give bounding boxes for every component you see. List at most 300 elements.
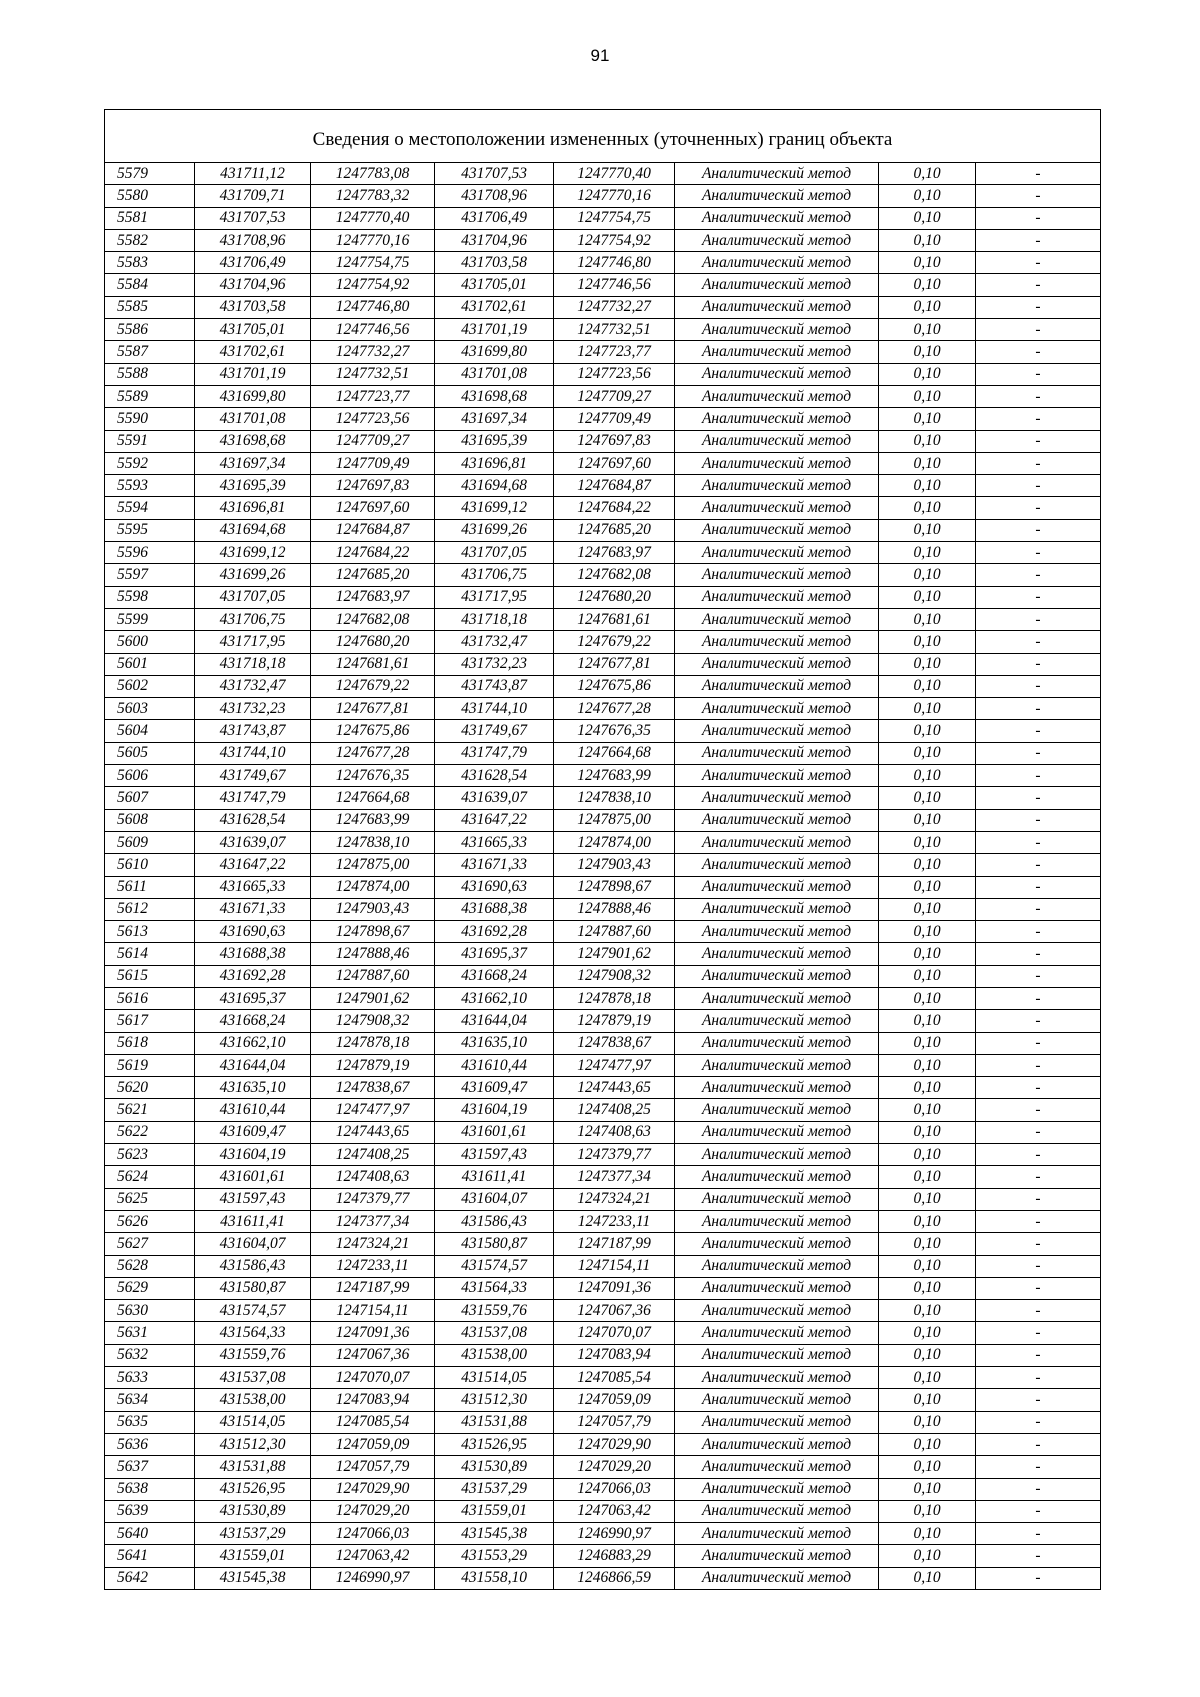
cell-x-new: 431697,34 — [435, 408, 554, 430]
cell-note: - — [976, 319, 1101, 341]
cell-method: Аналитический метод — [675, 1188, 879, 1210]
cell-method: Аналитический метод — [675, 965, 879, 987]
cell-accuracy: 0,10 — [879, 1322, 976, 1344]
cell-y-new: 1247085,54 — [554, 1367, 675, 1389]
cell-x-old: 431514,05 — [195, 1411, 311, 1433]
cell-point-number: 5621 — [105, 1099, 195, 1121]
cell-x-new: 431696,81 — [435, 452, 554, 474]
cell-x-old: 431690,63 — [195, 921, 311, 943]
cell-x-new: 431706,75 — [435, 564, 554, 586]
cell-note: - — [976, 1322, 1101, 1344]
cell-x-new: 431743,87 — [435, 675, 554, 697]
cell-note: - — [976, 475, 1101, 497]
cell-y-old: 1247677,28 — [311, 742, 435, 764]
table-row — [105, 1233, 1100, 1255]
cell-point-number: 5619 — [105, 1054, 195, 1076]
cell-x-old: 431747,79 — [195, 787, 311, 809]
cell-accuracy: 0,10 — [879, 319, 976, 341]
cell-x-old: 431699,80 — [195, 385, 311, 407]
table-row — [105, 742, 1100, 764]
cell-method: Аналитический метод — [675, 564, 879, 586]
cell-note: - — [976, 854, 1101, 876]
cell-x-old: 431665,33 — [195, 876, 311, 898]
cell-x-new: 431604,19 — [435, 1099, 554, 1121]
cell-accuracy: 0,10 — [879, 1277, 976, 1299]
cell-point-number: 5640 — [105, 1523, 195, 1545]
cell-y-old: 1247887,60 — [311, 965, 435, 987]
cell-point-number: 5593 — [105, 475, 195, 497]
table-row — [105, 542, 1100, 564]
cell-x-old: 431695,39 — [195, 475, 311, 497]
cell-note: - — [976, 341, 1101, 363]
cell-accuracy: 0,10 — [879, 1255, 976, 1277]
cell-x-new: 431538,00 — [435, 1344, 554, 1366]
cell-y-old: 1247684,22 — [311, 542, 435, 564]
cell-point-number: 5596 — [105, 542, 195, 564]
table-row — [105, 385, 1100, 407]
cell-y-old: 1247091,36 — [311, 1322, 435, 1344]
cell-y-old: 1247676,35 — [311, 765, 435, 787]
cell-x-new: 431537,08 — [435, 1322, 554, 1344]
cell-y-old: 1247875,00 — [311, 854, 435, 876]
cell-accuracy: 0,10 — [879, 653, 976, 675]
cell-accuracy: 0,10 — [879, 1367, 976, 1389]
cell-x-old: 431703,58 — [195, 296, 311, 318]
cell-y-new: 1247057,79 — [554, 1411, 675, 1433]
cell-x-old: 431531,88 — [195, 1456, 311, 1478]
cell-accuracy: 0,10 — [879, 898, 976, 920]
cell-x-new: 431512,30 — [435, 1389, 554, 1411]
cell-note: - — [976, 876, 1101, 898]
cell-x-new: 431695,39 — [435, 430, 554, 452]
table-row — [105, 1367, 1100, 1389]
cell-x-old: 431526,95 — [195, 1478, 311, 1500]
cell-accuracy: 0,10 — [879, 274, 976, 296]
cell-note: - — [976, 698, 1101, 720]
cell-note: - — [976, 653, 1101, 675]
table-row — [105, 319, 1100, 341]
cell-x-new: 431635,10 — [435, 1032, 554, 1054]
cell-accuracy: 0,10 — [879, 1411, 976, 1433]
cell-x-old: 431699,26 — [195, 564, 311, 586]
cell-method: Аналитический метод — [675, 675, 879, 697]
cell-y-new: 1247898,67 — [554, 876, 675, 898]
cell-point-number: 5599 — [105, 608, 195, 630]
cell-note: - — [976, 1166, 1101, 1188]
cell-x-new: 431644,04 — [435, 1010, 554, 1032]
cell-note: - — [976, 1032, 1101, 1054]
cell-method: Аналитический метод — [675, 1121, 879, 1143]
table-row — [105, 1144, 1100, 1166]
cell-x-old: 431707,05 — [195, 586, 311, 608]
cell-y-new: 1246866,59 — [554, 1567, 675, 1589]
cell-note: - — [976, 1210, 1101, 1232]
cell-method: Аналитический метод — [675, 1032, 879, 1054]
cell-y-new: 1247770,16 — [554, 185, 675, 207]
cell-x-old: 431512,30 — [195, 1433, 311, 1455]
cell-y-new: 1247066,03 — [554, 1478, 675, 1500]
cell-x-new: 431747,79 — [435, 742, 554, 764]
cell-accuracy: 0,10 — [879, 921, 976, 943]
cell-x-old: 431610,44 — [195, 1099, 311, 1121]
cell-x-old: 431644,04 — [195, 1054, 311, 1076]
cell-x-new: 431559,01 — [435, 1500, 554, 1522]
cell-method: Аналитический метод — [675, 809, 879, 831]
cell-method: Аналитический метод — [675, 1433, 879, 1455]
cell-y-new: 1247477,97 — [554, 1054, 675, 1076]
table-row — [105, 921, 1100, 943]
cell-method: Аналитический метод — [675, 296, 879, 318]
cell-y-new: 1247067,36 — [554, 1300, 675, 1322]
cell-accuracy: 0,10 — [879, 809, 976, 831]
table-row — [105, 854, 1100, 876]
cell-method: Аналитический метод — [675, 787, 879, 809]
cell-x-new: 431694,68 — [435, 475, 554, 497]
cell-y-new: 1247697,60 — [554, 452, 675, 474]
cell-x-old: 431559,76 — [195, 1344, 311, 1366]
cell-note: - — [976, 497, 1101, 519]
cell-y-new: 1247684,22 — [554, 497, 675, 519]
cell-note: - — [976, 185, 1101, 207]
cell-x-old: 431635,10 — [195, 1077, 311, 1099]
cell-x-new: 431706,49 — [435, 207, 554, 229]
cell-method: Аналитический метод — [675, 1567, 879, 1589]
cell-y-old: 1247085,54 — [311, 1411, 435, 1433]
cell-note: - — [976, 1077, 1101, 1099]
cell-note: - — [976, 742, 1101, 764]
cell-y-old: 1247746,56 — [311, 319, 435, 341]
cell-accuracy: 0,10 — [879, 1567, 976, 1589]
cell-point-number: 5642 — [105, 1567, 195, 1589]
cell-y-old: 1247681,61 — [311, 653, 435, 675]
cell-x-old: 431647,22 — [195, 854, 311, 876]
cell-point-number: 5580 — [105, 185, 195, 207]
cell-x-new: 431699,80 — [435, 341, 554, 363]
cell-y-old: 1247377,34 — [311, 1210, 435, 1232]
cell-x-new: 431559,76 — [435, 1300, 554, 1322]
cell-y-old: 1247685,20 — [311, 564, 435, 586]
cell-note: - — [976, 809, 1101, 831]
table-row — [105, 1545, 1100, 1567]
cell-x-old: 431749,67 — [195, 765, 311, 787]
cell-accuracy: 0,10 — [879, 542, 976, 564]
cell-method: Аналитический метод — [675, 987, 879, 1009]
cell-point-number: 5635 — [105, 1411, 195, 1433]
cell-method: Аналитический метод — [675, 1144, 879, 1166]
cell-accuracy: 0,10 — [879, 943, 976, 965]
table-row — [105, 497, 1100, 519]
cell-y-new: 1247732,27 — [554, 296, 675, 318]
cell-point-number: 5641 — [105, 1545, 195, 1567]
cell-x-new: 431701,08 — [435, 363, 554, 385]
cell-x-new: 431701,19 — [435, 319, 554, 341]
cell-y-old: 1247697,83 — [311, 475, 435, 497]
cell-accuracy: 0,10 — [879, 831, 976, 853]
cell-y-old: 1247746,80 — [311, 296, 435, 318]
cell-x-old: 431537,08 — [195, 1367, 311, 1389]
cell-accuracy: 0,10 — [879, 564, 976, 586]
cell-method: Аналитический метод — [675, 1545, 879, 1567]
cell-note: - — [976, 921, 1101, 943]
cell-method: Аналитический метод — [675, 921, 879, 943]
table-row — [105, 163, 1100, 185]
page-number: 91 — [590, 46, 610, 65]
cell-y-old: 1247783,08 — [311, 163, 435, 185]
table-row — [105, 1010, 1100, 1032]
cell-accuracy: 0,10 — [879, 987, 976, 1009]
cell-note: - — [976, 430, 1101, 452]
cell-point-number: 5615 — [105, 965, 195, 987]
cell-x-old: 431597,43 — [195, 1188, 311, 1210]
cell-point-number: 5629 — [105, 1277, 195, 1299]
cell-x-old: 431574,57 — [195, 1300, 311, 1322]
cell-method: Аналитический метод — [675, 408, 879, 430]
cell-note: - — [976, 720, 1101, 742]
cell-x-new: 431537,29 — [435, 1478, 554, 1500]
cell-accuracy: 0,10 — [879, 742, 976, 764]
table-row — [105, 341, 1100, 363]
cell-y-old: 1247732,51 — [311, 363, 435, 385]
cell-y-old: 1247723,56 — [311, 408, 435, 430]
cell-note: - — [976, 296, 1101, 318]
table-title: Сведения о местоположении измененных (уточненных) границ объекта — [105, 110, 1100, 163]
cell-y-old: 1247683,99 — [311, 809, 435, 831]
cell-point-number: 5595 — [105, 519, 195, 541]
table-row — [105, 898, 1100, 920]
cell-x-new: 431707,53 — [435, 163, 554, 185]
cell-x-new: 431705,01 — [435, 274, 554, 296]
cell-point-number: 5582 — [105, 229, 195, 251]
cell-x-old: 431580,87 — [195, 1277, 311, 1299]
cell-accuracy: 0,10 — [879, 698, 976, 720]
cell-x-old: 431706,49 — [195, 252, 311, 274]
cell-y-old: 1247187,99 — [311, 1277, 435, 1299]
cell-x-new: 431530,89 — [435, 1456, 554, 1478]
cell-y-new: 1246883,29 — [554, 1545, 675, 1567]
cell-x-old: 431545,38 — [195, 1567, 311, 1589]
cell-point-number: 5584 — [105, 274, 195, 296]
cell-method: Аналитический метод — [675, 252, 879, 274]
cell-method: Аналитический метод — [675, 1344, 879, 1366]
cell-accuracy: 0,10 — [879, 1032, 976, 1054]
cell-y-old: 1247888,46 — [311, 943, 435, 965]
cell-note: - — [976, 987, 1101, 1009]
cell-note: - — [976, 1389, 1101, 1411]
cell-y-old: 1247083,94 — [311, 1389, 435, 1411]
cell-y-old: 1247682,08 — [311, 608, 435, 630]
cell-point-number: 5611 — [105, 876, 195, 898]
cell-point-number: 5590 — [105, 408, 195, 430]
cell-method: Аналитический метод — [675, 1210, 879, 1232]
cell-point-number: 5610 — [105, 854, 195, 876]
cell-method: Аналитический метод — [675, 1166, 879, 1188]
cell-y-old: 1247408,25 — [311, 1144, 435, 1166]
cell-note: - — [976, 519, 1101, 541]
cell-x-new: 431526,95 — [435, 1433, 554, 1455]
cell-note: - — [976, 252, 1101, 274]
table-row — [105, 274, 1100, 296]
cell-x-new: 431718,18 — [435, 608, 554, 630]
cell-x-new: 431668,24 — [435, 965, 554, 987]
cell-y-new: 1247091,36 — [554, 1277, 675, 1299]
cell-method: Аналитический метод — [675, 475, 879, 497]
cell-accuracy: 0,10 — [879, 1144, 976, 1166]
table-row — [105, 452, 1100, 474]
cell-y-new: 1246990,97 — [554, 1523, 675, 1545]
cell-accuracy: 0,10 — [879, 341, 976, 363]
cell-method: Аналитический метод — [675, 1010, 879, 1032]
cell-x-old: 431709,71 — [195, 185, 311, 207]
cell-x-old: 431628,54 — [195, 809, 311, 831]
cell-note: - — [976, 564, 1101, 586]
cell-x-old: 431704,96 — [195, 274, 311, 296]
table-row — [105, 408, 1100, 430]
cell-note: - — [976, 207, 1101, 229]
table-row — [105, 229, 1100, 251]
cell-point-number: 5601 — [105, 653, 195, 675]
table-row — [105, 1500, 1100, 1522]
cell-y-new: 1247029,90 — [554, 1433, 675, 1455]
cell-x-new: 431671,33 — [435, 854, 554, 876]
cell-point-number: 5633 — [105, 1367, 195, 1389]
cell-point-number: 5588 — [105, 363, 195, 385]
cell-x-new: 431574,57 — [435, 1255, 554, 1277]
cell-method: Аналитический метод — [675, 854, 879, 876]
cell-accuracy: 0,10 — [879, 430, 976, 452]
cell-y-new: 1247675,86 — [554, 675, 675, 697]
cell-y-old: 1247874,00 — [311, 876, 435, 898]
cell-x-old: 431537,29 — [195, 1523, 311, 1545]
cell-x-old: 431701,19 — [195, 363, 311, 385]
cell-accuracy: 0,10 — [879, 1433, 976, 1455]
cell-x-new: 431702,61 — [435, 296, 554, 318]
cell-method: Аналитический метод — [675, 1478, 879, 1500]
cell-x-new: 431703,58 — [435, 252, 554, 274]
cell-accuracy: 0,10 — [879, 586, 976, 608]
cell-y-old: 1247664,68 — [311, 787, 435, 809]
cell-y-old: 1247683,97 — [311, 586, 435, 608]
table-row — [105, 809, 1100, 831]
table-row — [105, 1300, 1100, 1322]
table-row — [105, 698, 1100, 720]
cell-method: Аналитический метод — [675, 720, 879, 742]
cell-y-new: 1247887,60 — [554, 921, 675, 943]
cell-y-new: 1247070,07 — [554, 1322, 675, 1344]
cell-note: - — [976, 787, 1101, 809]
cell-x-old: 431699,12 — [195, 542, 311, 564]
cell-accuracy: 0,10 — [879, 408, 976, 430]
cell-x-new: 431732,47 — [435, 631, 554, 653]
cell-x-new: 431597,43 — [435, 1144, 554, 1166]
cell-accuracy: 0,10 — [879, 252, 976, 274]
cell-x-new: 431601,61 — [435, 1121, 554, 1143]
cell-point-number: 5597 — [105, 564, 195, 586]
cell-y-new: 1247684,87 — [554, 475, 675, 497]
cell-method: Аналитический метод — [675, 1233, 879, 1255]
table-row — [105, 720, 1100, 742]
table-row — [105, 1166, 1100, 1188]
cell-accuracy: 0,10 — [879, 1010, 976, 1032]
cell-x-new: 431665,33 — [435, 831, 554, 853]
cell-point-number: 5638 — [105, 1478, 195, 1500]
cell-y-old: 1247903,43 — [311, 898, 435, 920]
cell-accuracy: 0,10 — [879, 452, 976, 474]
cell-method: Аналитический метод — [675, 1367, 879, 1389]
table-row — [105, 1277, 1100, 1299]
cell-y-new: 1247443,65 — [554, 1077, 675, 1099]
cell-x-new: 431545,38 — [435, 1523, 554, 1545]
cell-y-old: 1247898,67 — [311, 921, 435, 943]
cell-x-new: 431717,95 — [435, 586, 554, 608]
table-row — [105, 252, 1100, 274]
cell-accuracy: 0,10 — [879, 965, 976, 987]
cell-x-new: 431531,88 — [435, 1411, 554, 1433]
cell-y-new: 1247878,18 — [554, 987, 675, 1009]
cell-y-old: 1247067,36 — [311, 1344, 435, 1366]
cell-x-new: 431639,07 — [435, 787, 554, 809]
cell-y-old: 1247709,27 — [311, 430, 435, 452]
cell-method: Аналитический метод — [675, 698, 879, 720]
cell-x-old: 431696,81 — [195, 497, 311, 519]
cell-y-new: 1247377,34 — [554, 1166, 675, 1188]
cell-note: - — [976, 1099, 1101, 1121]
cell-y-new: 1247233,11 — [554, 1210, 675, 1232]
cell-y-old: 1247679,22 — [311, 675, 435, 697]
cell-point-number: 5581 — [105, 207, 195, 229]
cell-x-old: 431671,33 — [195, 898, 311, 920]
table-row — [105, 519, 1100, 541]
cell-x-new: 431564,33 — [435, 1277, 554, 1299]
cell-x-new: 431558,10 — [435, 1567, 554, 1589]
cell-x-new: 431708,96 — [435, 185, 554, 207]
cell-method: Аналитический метод — [675, 1523, 879, 1545]
cell-y-old: 1247838,10 — [311, 831, 435, 853]
cell-point-number: 5636 — [105, 1433, 195, 1455]
table-row — [105, 1099, 1100, 1121]
cell-point-number: 5637 — [105, 1456, 195, 1478]
cell-accuracy: 0,10 — [879, 787, 976, 809]
cell-accuracy: 0,10 — [879, 876, 976, 898]
cell-x-old: 431697,34 — [195, 452, 311, 474]
cell-accuracy: 0,10 — [879, 497, 976, 519]
cell-y-old: 1247675,86 — [311, 720, 435, 742]
cell-y-old: 1247879,19 — [311, 1054, 435, 1076]
table-row — [105, 1456, 1100, 1478]
cell-point-number: 5594 — [105, 497, 195, 519]
cell-note: - — [976, 1010, 1101, 1032]
cell-y-old: 1247029,90 — [311, 1478, 435, 1500]
cell-accuracy: 0,10 — [879, 854, 976, 876]
cell-x-new: 431699,12 — [435, 497, 554, 519]
cell-method: Аналитический метод — [675, 1456, 879, 1478]
cell-x-old: 431694,68 — [195, 519, 311, 541]
cell-x-old: 431708,96 — [195, 229, 311, 251]
cell-x-new: 431707,05 — [435, 542, 554, 564]
cell-note: - — [976, 452, 1101, 474]
cell-y-new: 1247379,77 — [554, 1144, 675, 1166]
table-row — [105, 831, 1100, 853]
cell-y-old: 1247901,62 — [311, 987, 435, 1009]
cell-note: - — [976, 1456, 1101, 1478]
cell-x-old: 431662,10 — [195, 1032, 311, 1054]
cell-point-number: 5600 — [105, 631, 195, 653]
table-row — [105, 1322, 1100, 1344]
cell-accuracy: 0,10 — [879, 1456, 976, 1478]
table-row — [105, 1210, 1100, 1232]
cell-y-new: 1247682,08 — [554, 564, 675, 586]
cell-point-number: 5626 — [105, 1210, 195, 1232]
cell-y-new: 1247029,20 — [554, 1456, 675, 1478]
